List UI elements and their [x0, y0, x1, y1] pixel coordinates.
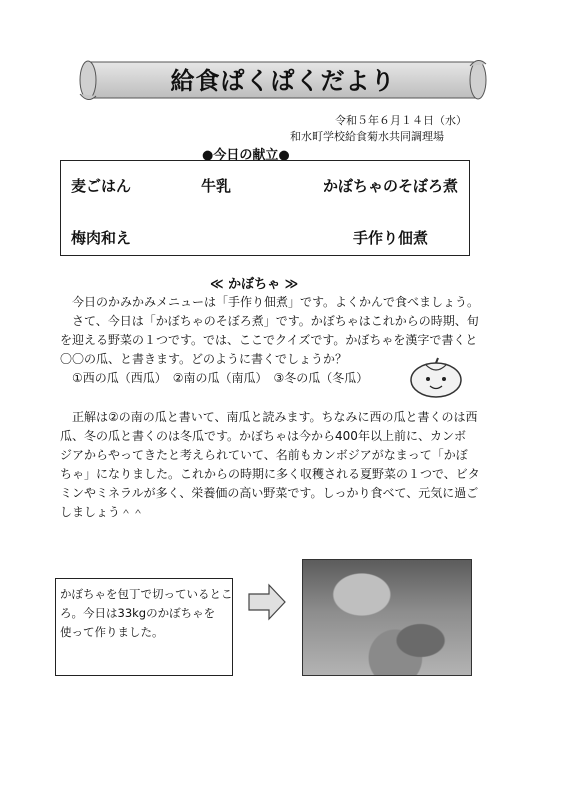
text-line: 正解は②の南の瓜と書いて、南瓜と読みます。ちなみに西の瓜と書くのは西	[60, 410, 478, 424]
caption-line: ろ。今日は33kgのかぼちゃを	[60, 606, 216, 620]
caption-line: 使って作りました。	[60, 625, 164, 639]
text-line: を迎える野菜の１つです。では、ここでクイズです。かぼちゃを漢字で書くと	[60, 333, 478, 347]
pumpkin-mascot-icon	[408, 357, 464, 399]
article-paragraph-2	[60, 408, 496, 522]
text-line: しましょう＾＾	[60, 505, 145, 519]
article-title: ≪ かぼちゃ ≫	[210, 277, 299, 292]
menu-item: かぼちゃのそぼろ煮	[323, 177, 459, 195]
text-line: ジアからやってきたと考えられていて、名前もカンボジアがなまって「かぼ	[60, 448, 468, 462]
newsletter-title: 給食ぱくぱくだより	[170, 67, 396, 95]
menu-item: 麦ごはん	[71, 177, 132, 195]
menu-heading: ●今日の献立●	[202, 148, 290, 163]
photo-caption-box	[55, 578, 233, 676]
text-line: さて、今日は「かぼちゃのそぼろ煮」です。かぼちゃはこれからの時期、旬	[60, 314, 479, 328]
text-line: ①西の瓜（西瓜） ②南の瓜（南瓜） ③冬の瓜（冬瓜）	[60, 371, 369, 385]
text-line: 瓜、冬の瓜と書くのは冬瓜です。かぼちゃは今から400年以上前に、カンボ	[60, 429, 466, 443]
menu-box	[60, 160, 470, 256]
text-line: ちゃ」になりました。これからの時期に多く収穫される夏野菜の１つで、ビタ	[60, 467, 480, 481]
menu-item: 梅肉和え	[71, 229, 132, 247]
text-line: ミンやミネラルが多く、栄養価の高い野菜です。しっかり食べて、元気に過ご	[60, 486, 479, 500]
caption-line: かぼちゃを包丁で切っているとこ	[60, 587, 233, 601]
text-line: 〇〇の瓜、と書きます。どのように書くでしょうか？	[60, 352, 348, 366]
cooking-photo	[302, 559, 472, 676]
menu-item: 牛乳	[201, 177, 232, 195]
title-banner	[78, 58, 488, 104]
right-arrow-icon	[247, 583, 287, 621]
issue-date: 令和５年６月１４日（水）	[335, 114, 467, 127]
menu-item: 手作り佃煮	[353, 229, 429, 247]
text-line: 今日のかみかみメニューは「手作り佃煮」です。よくかんで食べましょう。	[60, 295, 480, 309]
organization-name: 和水町学校給食菊水共同調理場	[290, 130, 444, 143]
